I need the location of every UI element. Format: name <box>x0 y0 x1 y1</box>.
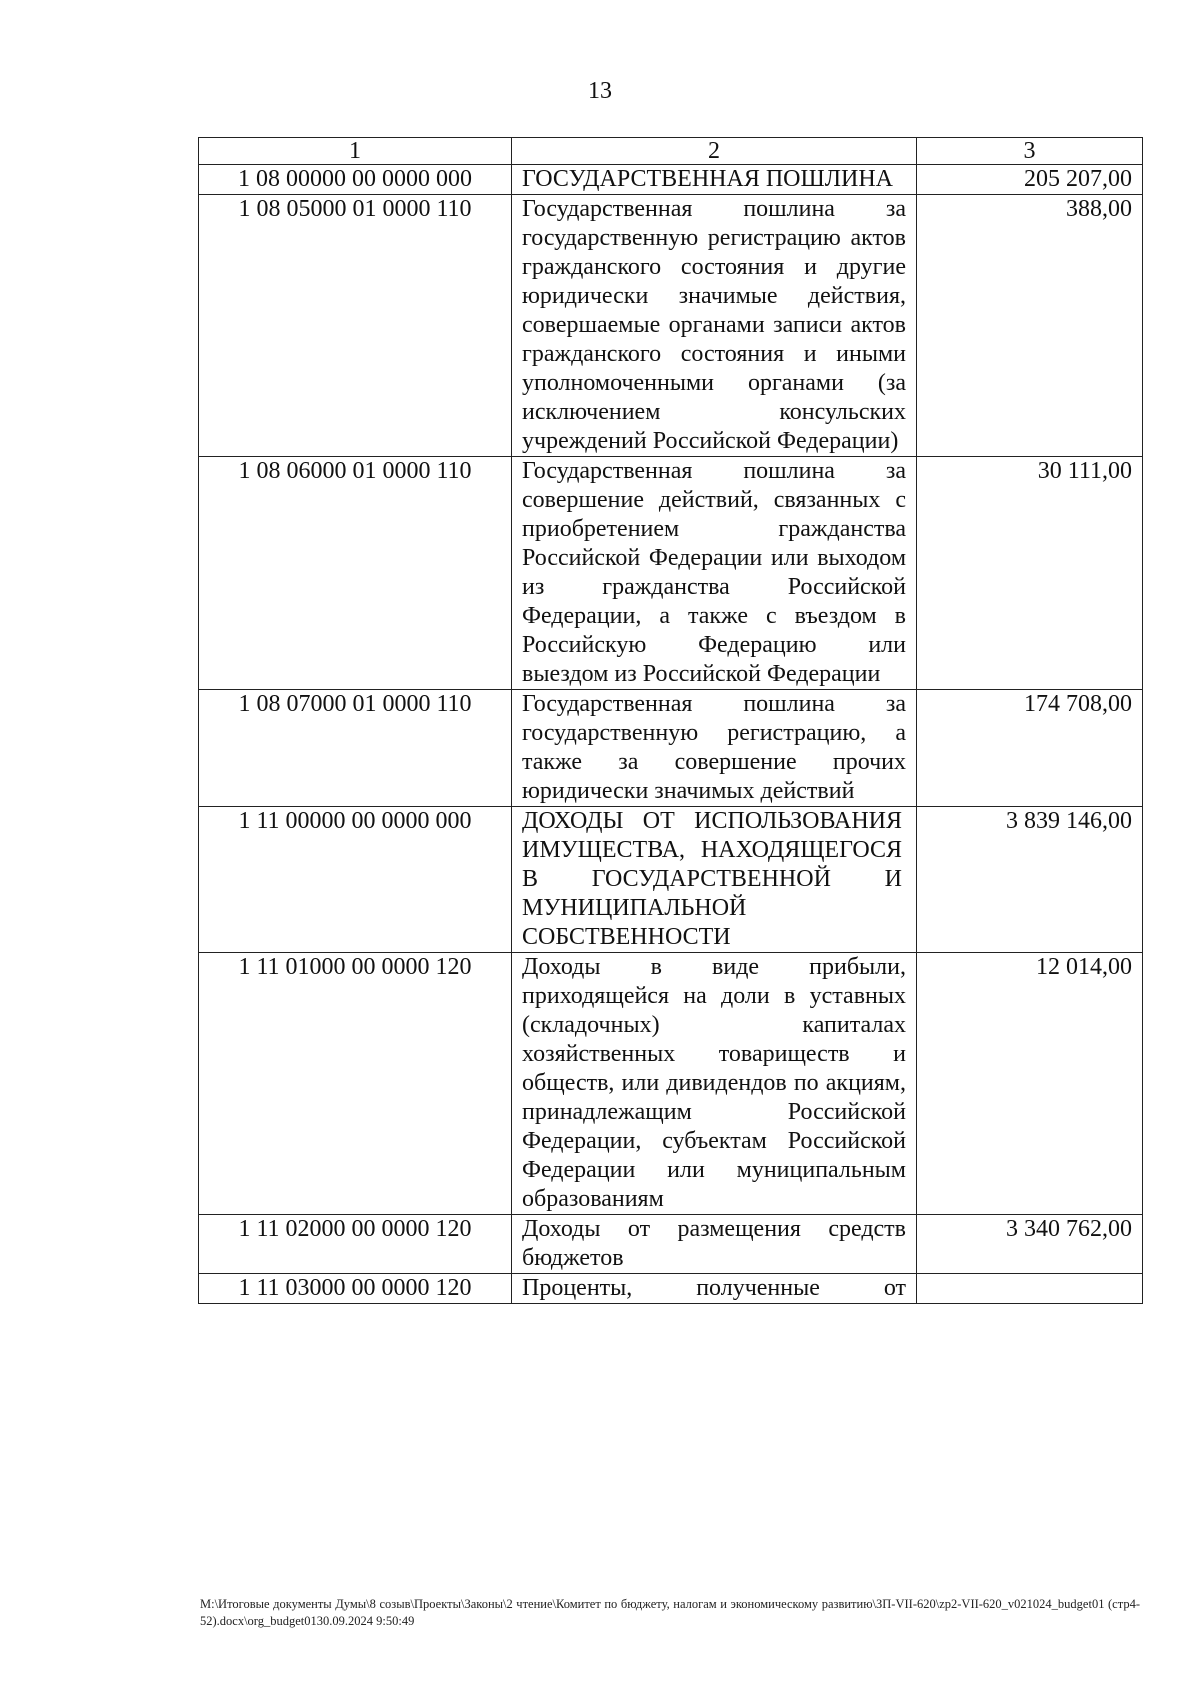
row-code: 1 08 05000 01 0000 110 <box>199 195 512 457</box>
row-name: ДОХОДЫ ОТ ИСПОЛЬЗОВАНИЯ ИМУЩЕСТВА, НАХОДЯЩЕГОСЯ В ГОСУДАРСТВЕННОЙ И МУНИЦИПАЛЬНОЙ СОБСТВЕННОСТИ <box>512 807 917 953</box>
table-row <box>199 1215 1143 1274</box>
row-amount: 12 014,00 <box>917 953 1143 1215</box>
page-number: 13 <box>588 78 612 104</box>
column-header-name: 2 <box>512 138 917 165</box>
row-code: 1 11 03000 00 0000 120 <box>199 1274 512 1304</box>
row-amount: 3 839 146,00 <box>917 807 1143 953</box>
table-row <box>199 195 1143 457</box>
row-code: 1 11 00000 00 0000 000 <box>199 807 512 953</box>
row-name: Государственная пошлина за государственную регистрацию, а также за совершение прочих юридически значимых действий <box>512 690 917 807</box>
row-amount: 3 340 762,00 <box>917 1215 1143 1274</box>
row-amount: 205 207,00 <box>917 165 1143 195</box>
row-code: 1 11 02000 00 0000 120 <box>199 1215 512 1274</box>
row-amount: 30 111,00 <box>917 457 1143 690</box>
row-name: ГОСУДАРСТВЕННАЯ ПОШЛИНА <box>512 165 917 195</box>
file-path-footer: M:\Итоговые документы Думы\8 созыв\Проекты\Законы\2 чтение\Комитет по бюджету, налогам и экономическому развитию\ЗП-VII-620\zp2-VII-620_v021024_budget01 (стр4-52).docx\org_budget0130.09.2024 9:50:49 <box>200 1597 1140 1628</box>
row-code: 1 08 00000 00 0000 000 <box>199 165 512 195</box>
row-amount: 174 708,00 <box>917 690 1143 807</box>
table-row <box>199 457 1143 690</box>
column-header-amount: 3 <box>917 138 1143 165</box>
row-name: Проценты, полученные от <box>512 1274 917 1304</box>
row-amount <box>917 1274 1143 1304</box>
row-code: 1 08 06000 01 0000 110 <box>199 457 512 690</box>
row-name: Государственная пошлина за государственную регистрацию актов гражданского состояния и другие юридически значимые действия, совершаемые органами записи актов гражданского состояния и иными уполномоченными органами (за исключением консульских учреждений Российской Федерации) <box>512 195 917 457</box>
table-row <box>199 690 1143 807</box>
table-row <box>199 1274 1143 1304</box>
table-header-row <box>199 138 1143 165</box>
row-name: Доходы от размещения средств бюджетов <box>512 1215 917 1274</box>
row-amount: 388,00 <box>917 195 1143 457</box>
row-code: 1 08 07000 01 0000 110 <box>199 690 512 807</box>
row-name: Доходы в виде прибыли, приходящейся на доли в уставных (складочных) капиталах хозяйственных товариществ и обществ, или дивидендов по акциям, принадлежащим Российской Федерации, субъектам Российской Федерации или муниципальным образованиям <box>512 953 917 1215</box>
table-row <box>199 165 1143 195</box>
row-name: Государственная пошлина за совершение действий, связанных с приобретением гражданства Российской Федерации или выходом из гражданства Российской Федерации, а также с въездом в Российскую Федерацию или выездом из Российской Федерации <box>512 457 917 690</box>
column-header-code: 1 <box>199 138 512 165</box>
row-code: 1 11 01000 00 0000 120 <box>199 953 512 1215</box>
table-row <box>199 953 1143 1215</box>
revenue-table <box>198 137 1143 1304</box>
table-row <box>199 807 1143 953</box>
